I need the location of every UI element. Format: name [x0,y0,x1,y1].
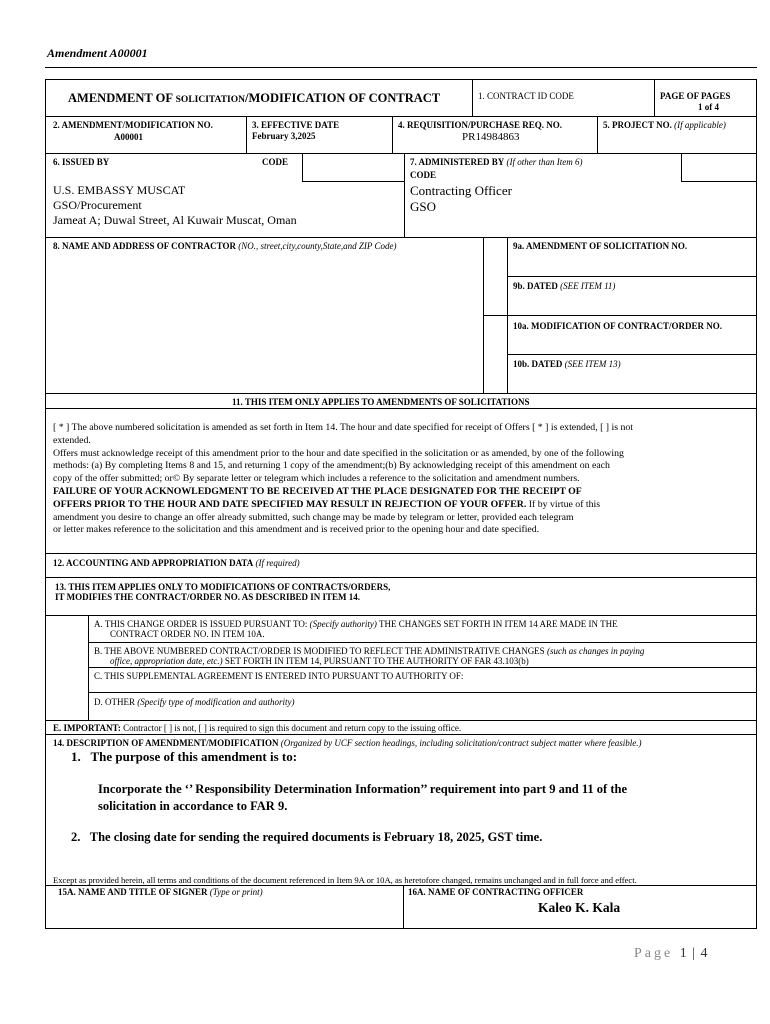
item11-title: 11. THIS ITEM ONLY APPLIES TO AMENDMENTS OF SOLICITATIONS [232,397,530,407]
modification-contract-label: 10a. MODIFICATION OF CONTRACT/ORDER NO. [513,321,723,331]
item13b: B. THE ABOVE NUMBERED CONTRACT/ORDER IS MODIFIED TO REFLECT THE ADMINISTRATIVE CHANGES (such as changes in paying office, appropriation date, etc.) SET FORTH IN ITEM 14, PURSUANT TO THE AUTHORITY OF FAR 43.103(b) [94,646,645,666]
dated-10b-label: 10b. DATED (SEE ITEM 13) [513,359,621,369]
amendment-header: Amendment A00001 [47,46,148,60]
amendment-no-label: 2. AMENDMENT/MODIFICATION NO. [53,120,213,130]
issued-by-label: 6. ISSUED BY [53,157,110,167]
item11-text: [ * ] The above numbered solicitation is amended as set forth in Item 14. The hour and date specified for receipt of Offers [ * ] is extended, [ ] is not extended. Offers must acknowledge receipt of this amendment prior to the hour and date specified in the solicitation or as amended, by one of the following methods: (a) By completing Items 8 and 15, and returning 1 copy of the amendment;(b) By acknowledging receipt of this amendment on each copy of the offer submitted; or© By separate letter or telegram which includes a reference to the solicitation and amendment numbers. FAILURE OF YOUR ACKNOWLEDGMENT TO BE RECEIVED AT THE PLACE DESIGNATED FOR THE RECEIPT OF OFFERS PRIOR TO THE HOUR AND DATE SPECIFIED MAY RESULT IN REJECTION OF YOUR OFFER. If by virtue of this amendment you desire to change an offer already submitted, such change may be made by telegram or letter, provided each telegram or letter makes reference to the solicitation and this amendment and is received prior to the opening hour and date specified. [53,422,634,536]
requisition-label: 4. REQUISITION/PURCHASE REQ. NO. [398,120,563,130]
item13c: C. THIS SUPPLEMENTAL AGREEMENT IS ENTERED INTO PURSUANT TO AUTHORITY OF: [94,671,464,681]
header-rule [45,67,757,68]
page-of-pages-value: 1 of 4 [698,102,719,112]
issued-by-address: U.S. EMBASSY MUSCAT GSO/Procurement Jameat A; Duwal Street, Al Kuwair Muscat, Oman [53,183,297,227]
item13a: A. THIS CHANGE ORDER IS ISSUED PURSUANT TO: (Specify authority) THE CHANGES SET FORTH IN ITEM 14 ARE MADE IN THE CONTRACT ORDER NO. IN ITEM 10A. [94,619,618,639]
effective-date-value: February 3,2025 [252,131,316,141]
accounting-data-label: 12. ACCOUNTING AND APPROPRIATION DATA (If required) [53,558,300,568]
contracting-officer-value: Kaleo K. Kala [538,900,621,915]
administered-by-value: Contracting Officer GSO [410,183,512,214]
description-item1: 1. The purpose of this amendment is to: [71,749,298,764]
contractor-label: 8. NAME AND ADDRESS OF CONTRACTOR (NO., street,city,county,State,and ZIP Code) [53,241,397,251]
effective-date-label: 3. EFFECTIVE DATE [252,120,340,130]
administered-by-label: 7. ADMINISTERED BY (If other than Item 6) [410,157,583,167]
dated-9b-label: 9b. DATED (SEE ITEM 11) [513,281,616,291]
important-note: E. IMPORTANT: Contractor [ ] is not, [ ] is required to sign this document and return copy to the issuing office. [53,723,462,733]
signer-label: 15A. NAME AND TITLE OF SIGNER (Type or print) [58,887,263,897]
page-footer: Page 1 | 4 [634,946,709,961]
except-note: Except as provided herein, all terms and conditions of the document referenced in Item 9A or 10A, as heretofore changed, remains unchanged and in full force and effect. [53,875,637,885]
issued-by-code-label: CODE [262,157,289,167]
description-label: 14. DESCRIPTION OF AMENDMENT/MODIFICATION (Organized by UCF section headings, including solicitation/contract subject matter where feasible.) [53,738,642,748]
description-body: Incorporate the ‘’ Responsibility Determination Information’’ requirement into part 9 and 11 of the solicitation in accordance to FAR 9. [98,782,628,813]
amendment-no-value: A00001 [114,132,143,142]
page-of-pages-label: PAGE OF PAGES [660,91,731,101]
amendment-solicitation-label: 9a. AMENDMENT OF SOLICITATION NO. [513,241,688,251]
contracting-officer-label: 16A. NAME OF CONTRACTING OFFICER [408,887,584,897]
item13-heading: 13. THIS ITEM APPLIES ONLY TO MODIFICATIONS OF CONTRACTS/ORDERS, IT MODIFIES THE CONTRACT/ORDER NO. AS DESCRIBED IN ITEM 14. [55,582,391,602]
form-title: AMENDMENT OF SOLICITATION/MODIFICATION OF CONTRACT [68,91,441,105]
administered-by-code-label: CODE [410,170,437,180]
item13d: D. OTHER (Specify type of modification and authority) [94,697,295,707]
contract-id-code-label: 1. CONTRACT ID CODE [478,91,574,101]
requisition-value: PR14984863 [462,131,520,143]
project-no-label: 5. PROJECT NO. (If applicable) [603,120,726,130]
description-item2: 2. The closing date for sending the required documents is February 18, 2025, GST time. [71,830,543,844]
